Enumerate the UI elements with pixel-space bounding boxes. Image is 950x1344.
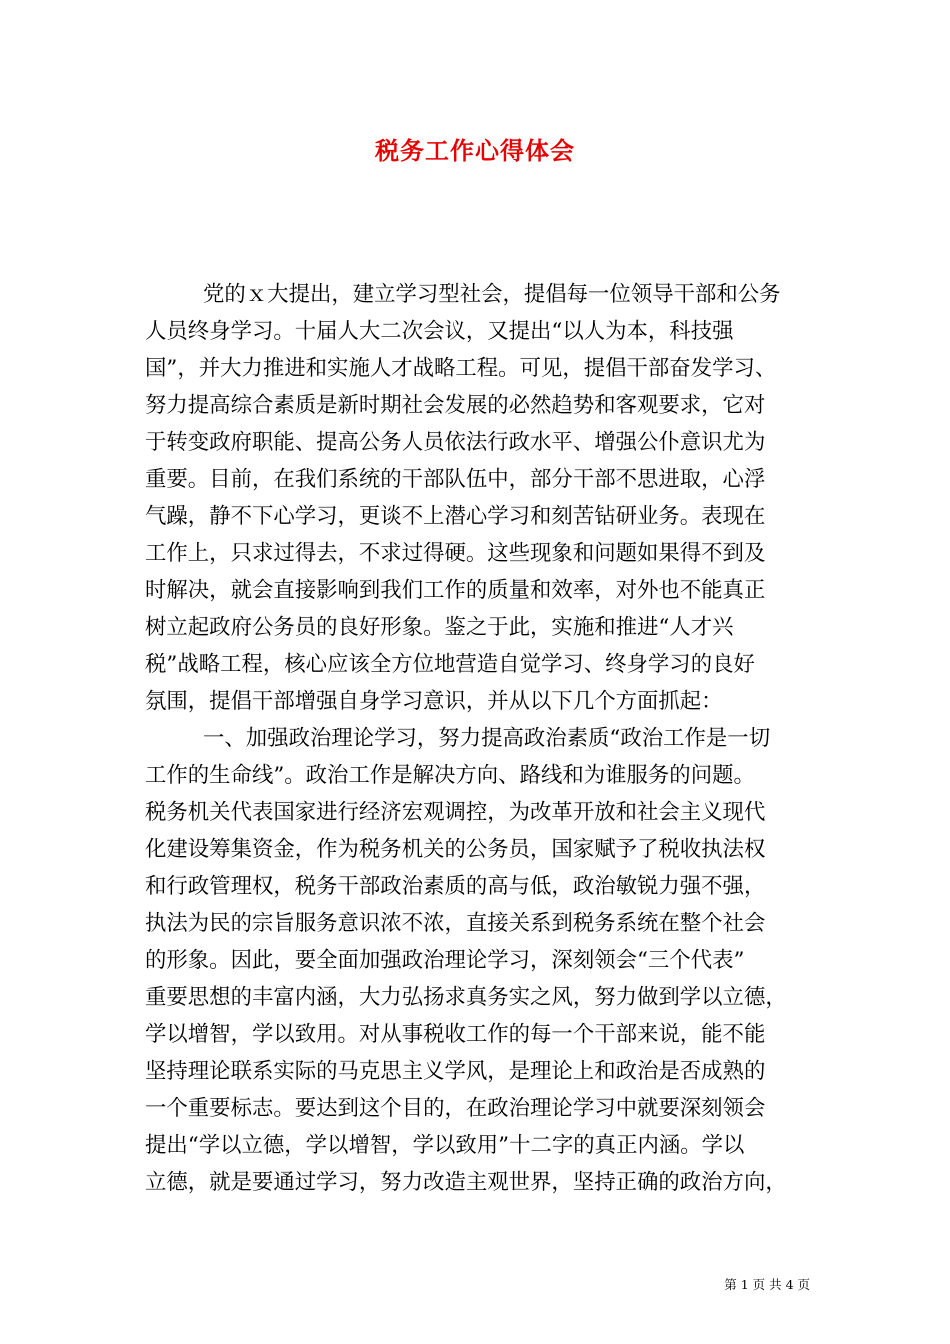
- body-line: 提出“学以立德，学以增智，学以致用”十二字的真正内涵。学以: [145, 1133, 745, 1158]
- body-line: 重要。目前，在我们系统的干部队伍中，部分干部不思进取，心浮: [145, 467, 766, 492]
- body-line: 气躁，静不下心学习，更谈不上潜心学习和刻苦钻研业务。表现在: [145, 504, 766, 529]
- body-line: 一、加强政治理论学习，努力提高政治素质“政治工作是一切: [203, 726, 771, 751]
- body-line: 工作的生命线”。政治工作是解决方向、路线和为谁服务的问题。: [145, 763, 755, 788]
- body-line: 时解决，就会直接影响到我们工作的质量和效率，对外也不能真正: [145, 578, 766, 603]
- body-line: 党的ｘ大提出，建立学习型社会，提倡每一位领导干部和公务: [203, 282, 781, 307]
- body-line: 坚持理论联系实际的马克思主义学风，是理论上和政治是否成熟的: [145, 1059, 766, 1084]
- body-line: 一个重要标志。要达到这个目的，在政治理论学习中就要深刻领会: [145, 1096, 766, 1121]
- body-line: 的形象。因此，要全面加强政治理论学习，深刻领会“三个代表”: [145, 948, 745, 973]
- body-line: 税”战略工程，核心应该全方位地营造自觉学习、终身学习的良好: [145, 652, 755, 677]
- body-line: 工作上，只求过得去，不求过得硬。这些现象和问题如果得不到及: [145, 541, 766, 566]
- body-line: 立德，就是要通过学习，努力改造主观世界，坚持正确的政治方向，: [145, 1170, 787, 1195]
- body-line: 和行政管理权，税务干部政治素质的高与低，政治敏锐力强不强，: [145, 874, 766, 899]
- body-line: 树立起政府公务员的良好形象。鉴之于此，实施和推进“人才兴: [145, 615, 734, 640]
- body-line: 执法为民的宗旨服务意识浓不浓，直接关系到税务系统在整个社会: [145, 911, 766, 936]
- body-line: 学以增智，学以致用。对从事税收工作的每一个干部来说，能不能: [145, 1022, 766, 1047]
- body-line: 化建设筹集资金，作为税务机关的公务员，国家赋予了税收执法权: [145, 837, 766, 862]
- body-line: 税务机关代表国家进行经济宏观调控，为改革开放和社会主义现代: [145, 800, 766, 825]
- body-line: 努力提高综合素质是新时期社会发展的必然趋势和客观要求，它对: [145, 393, 766, 418]
- page-number: 第 1 页 共 4 页: [724, 1277, 810, 1292]
- body-line: 于转变政府职能、提高公务人员依法行政水平、增强公仆意识尤为: [145, 430, 766, 455]
- body-line: 重要思想的丰富内涵，大力弘扬求真务实之风，努力做到学以立德，: [145, 985, 787, 1010]
- body-line: 国”，并大力推进和实施人才战略工程。可见，提倡干部奋发学习、: [145, 356, 777, 381]
- body-line: 氛围，提倡干部增强自身学习意识，并从以下几个方面抓起：: [145, 689, 723, 714]
- body-line: 人员终身学习。十届人大二次会议，又提出“以人为本，科技强: [145, 319, 734, 344]
- document-body: [145, 276, 825, 1201]
- document-title: 税务工作心得体会: [375, 136, 575, 165]
